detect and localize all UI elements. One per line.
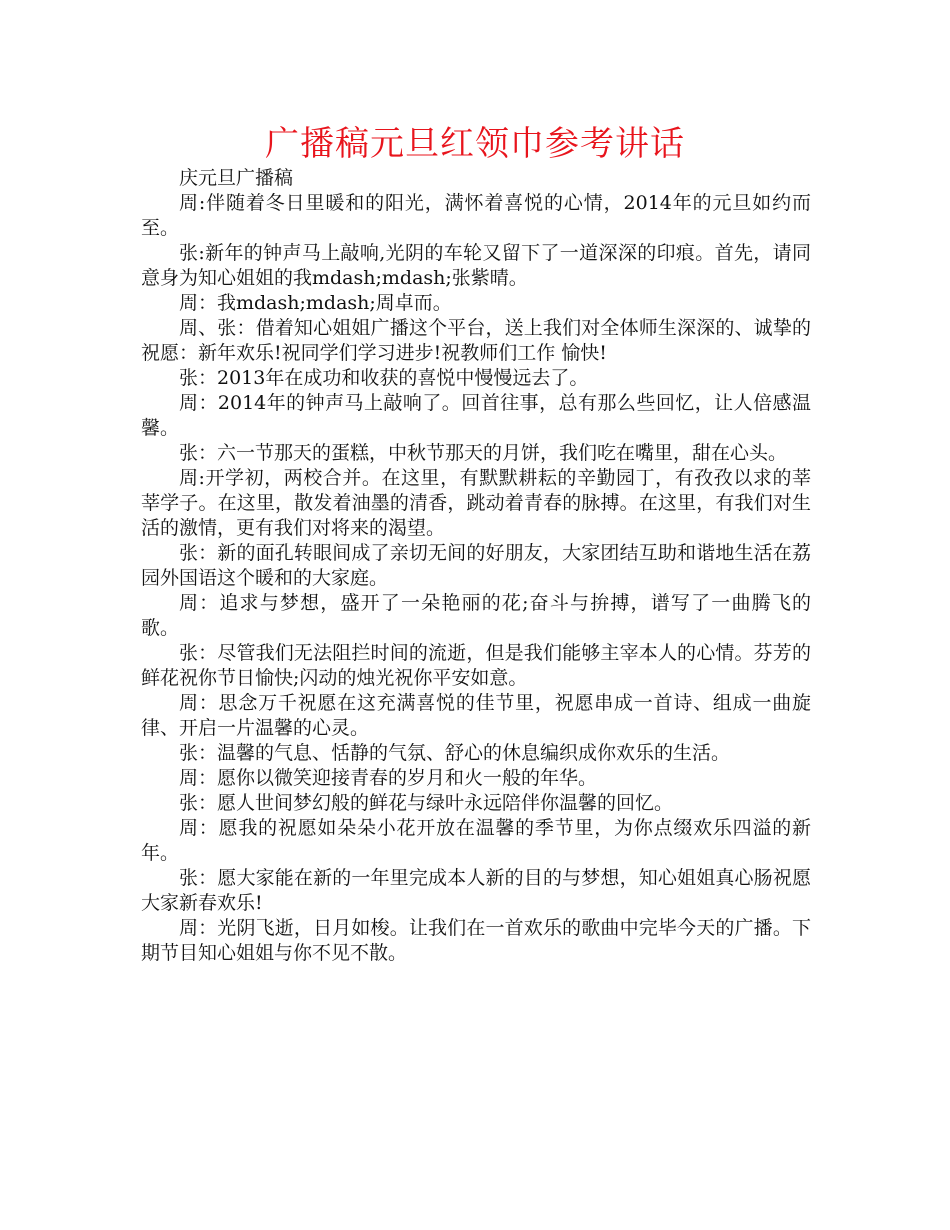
paragraph: 周:伴随着冬日里暖和的阳光，满怀着喜悦的心情，2014年的元旦如约而至。 xyxy=(141,192,811,239)
paragraph: 周：我mdash;mdash;周卓而。 xyxy=(179,292,452,314)
document-body xyxy=(141,166,811,966)
document-title: 广播稿元旦红领巾参考讲话 xyxy=(265,124,685,164)
paragraph: 周：追求与梦想，盛开了一朵艳丽的花;奋斗与拚搏，谱写了一曲腾飞的歌。 xyxy=(141,592,811,639)
paragraph: 张：新的面孔转眼间成了亲切无间的好朋友，大家团结互助和谐地生活在荔园外国语这个暖和的大家庭。 xyxy=(141,542,811,589)
paragraph: 张：愿大家能在新的一年里完成本人新的目的与梦想，知心姐姐真心肠祝愿大家新春欢乐! xyxy=(141,867,811,914)
paragraph: 周：思念万千祝愿在这充满喜悦的佳节里，祝愿串成一首诗、组成一曲旋律、开启一片温馨的心灵。 xyxy=(141,692,811,739)
paragraph: 庆元旦广播稿 xyxy=(179,167,294,189)
paragraph: 周：光阴飞逝，日月如梭。让我们在一首欢乐的歌曲中完毕今天的广播。下期节目知心姐姐与你不见不散。 xyxy=(141,917,811,964)
paragraph: 张：2013年在成功和收获的喜悦中慢慢远去了。 xyxy=(179,367,589,389)
paragraph: 周、张：借着知心姐姐广播这个平台，送上我们对全体师生深深的、诚挚的祝愿：新年欢乐!祝同学们学习进步!祝教师们工作 愉快! xyxy=(141,317,811,364)
paragraph: 张：温馨的气息、恬静的气氛、舒心的休息编织成你欢乐的生活。 xyxy=(179,742,731,764)
paragraph: 周：愿我的祝愿如朵朵小花开放在温馨的季节里，为你点缀欢乐四溢的新年。 xyxy=(141,817,811,864)
paragraph: 张：愿人世间梦幻般的鲜花与绿叶永远陪伴你温馨的回忆。 xyxy=(179,792,674,814)
paragraph: 张：尽管我们无法阻拦时间的流逝，但是我们能够主宰本人的心情。芬芳的鲜花祝你节日愉快;闪动的烛光祝你平安如意。 xyxy=(141,642,811,689)
paragraph: 周：2014年的钟声马上敲响了。回首往事，总有那么些回忆，让人倍感温馨。 xyxy=(141,392,811,439)
paragraph: 周:开学初，两校合并。在这里，有默默耕耘的辛勤园丁，有孜孜以求的莘莘学子。在这里，散发着油墨的清香，跳动着青春的脉搏。在这里，有我们对生活的激情，更有我们对将来的渴望。 xyxy=(141,467,811,539)
paragraph: 张：六一节那天的蛋糕，中秋节那天的月饼，我们吃在嘴里，甜在心头。 xyxy=(179,442,788,464)
paragraph: 张:新年的钟声马上敲响,光阴的车轮又留下了一道深深的印痕。首先，请同意身为知心姐姐的我mdash;mdash;张紫晴。 xyxy=(141,242,811,289)
paragraph: 周：愿你以微笑迎接青春的岁月和火一般的年华。 xyxy=(179,767,598,789)
